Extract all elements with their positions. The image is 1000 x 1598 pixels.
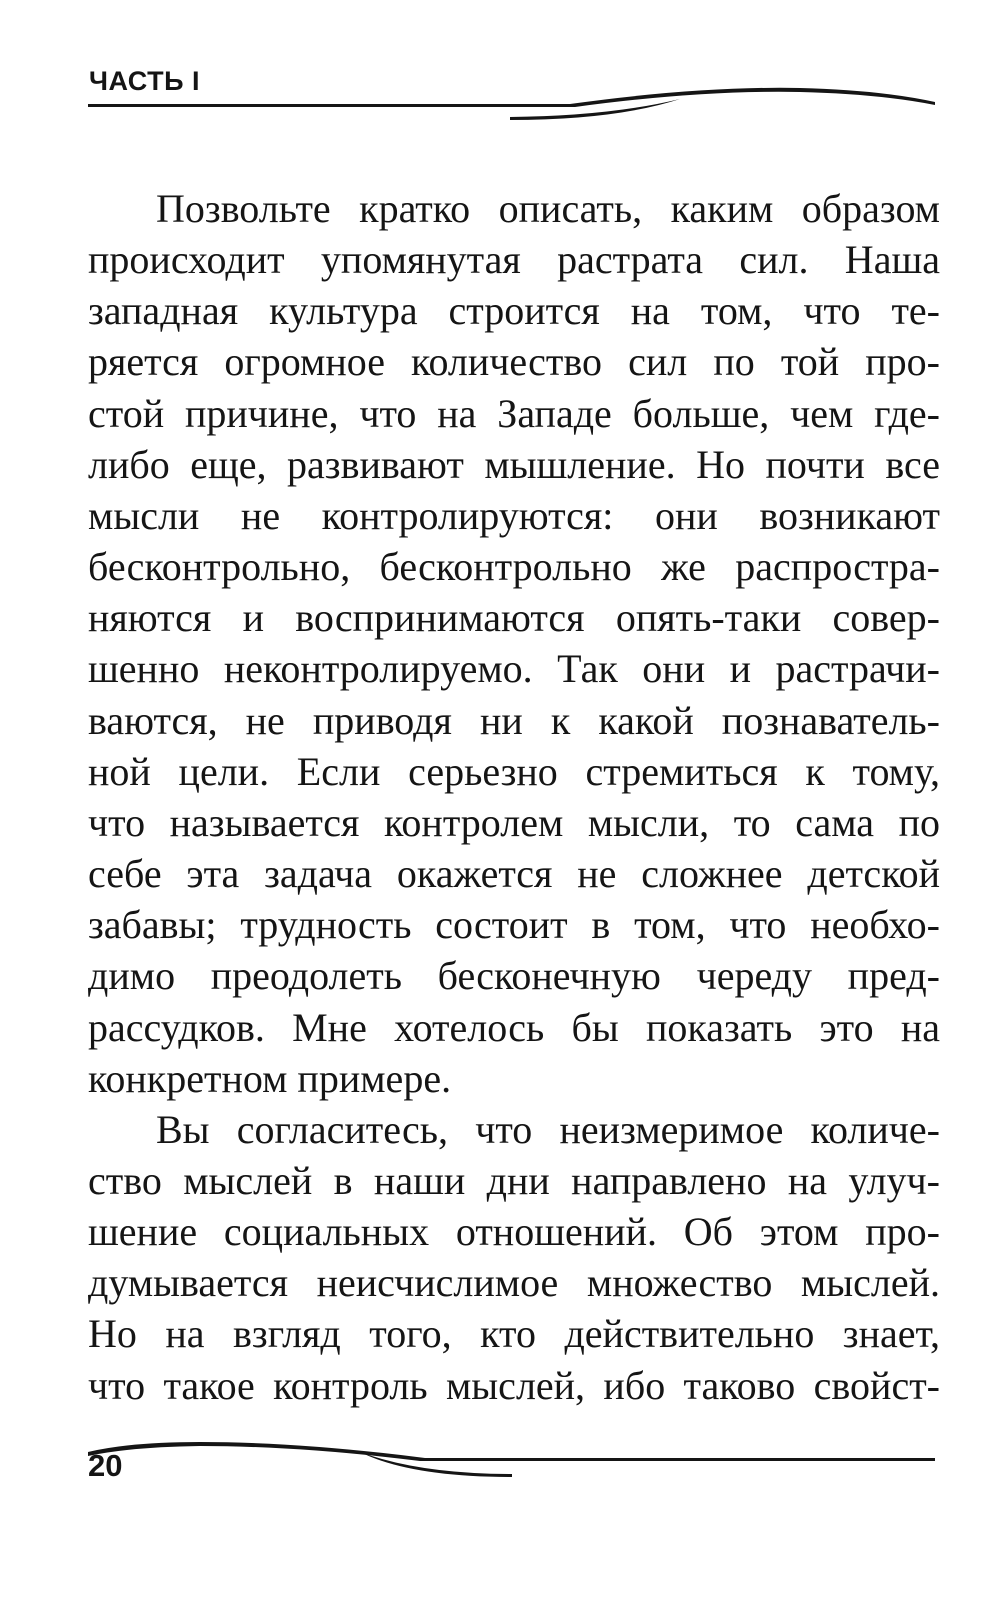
text-line: либо еще, развивают мышление. Но почти все: [88, 441, 940, 487]
text-line: димо преодолеть бесконечную череду пред-: [88, 953, 940, 999]
text-line: западная культура строится на том, что те-: [88, 288, 940, 334]
text-line: что называется контролем мысли, то сама по: [88, 799, 940, 845]
text-line: себе эта задача окажется не сложнее детской: [88, 851, 940, 897]
paragraph-2: [88, 1104, 940, 1411]
text-line: мысли не контролируются: они возникают: [88, 492, 940, 538]
text-line: Вы согласитесь, что неизмеримое количе-: [156, 1106, 940, 1152]
text-line: ной цели. Если серьезно стремиться к тому,: [88, 748, 940, 794]
text-line: ство мыслей в наши дни направлено на улуч-: [88, 1157, 940, 1203]
text-line: стой причине, что на Западе больше, чем где-: [88, 390, 940, 436]
text-line: забавы; трудность состоит в том, что необхо-: [88, 902, 940, 948]
text-line: шенно неконтролируемо. Так они и растрачи-: [88, 646, 940, 692]
text-line: няются и воспринимаются опять-таки совер-: [88, 595, 940, 641]
body-text: [88, 183, 940, 1411]
page-number: 20: [88, 1448, 123, 1483]
footer-ornamental-rule: [0, 1430, 1000, 1490]
paragraph-1: [88, 183, 940, 1104]
text-line: происходит упомянутая растрата сил. Наша: [88, 237, 940, 283]
text-line: думывается неисчислимое множество мыслей.: [88, 1260, 940, 1306]
text-line: Позвольте кратко описать, каким образом: [156, 186, 940, 231]
text-line: конкретном примере.: [88, 1055, 452, 1101]
text-line: рассудков. Мне хотелось бы показать это на: [88, 1004, 940, 1050]
text-line: ряется огромное количество сил по той про-: [88, 339, 940, 385]
running-head: ЧАСТЬ I: [89, 66, 201, 96]
header-ornamental-rule: [0, 80, 1000, 140]
text-line: шение социальных отношений. Об этом про-: [88, 1209, 940, 1255]
text-line: что такое контроль мыслей, ибо таково свойст-: [88, 1362, 940, 1408]
text-line: Но на взгляд того, кто действительно знает,: [88, 1311, 940, 1357]
text-line: ваются, не приводя ни к какой познаватель-: [88, 697, 940, 743]
text-line: бесконтрольно, бесконтрольно же распростра-: [88, 544, 940, 590]
